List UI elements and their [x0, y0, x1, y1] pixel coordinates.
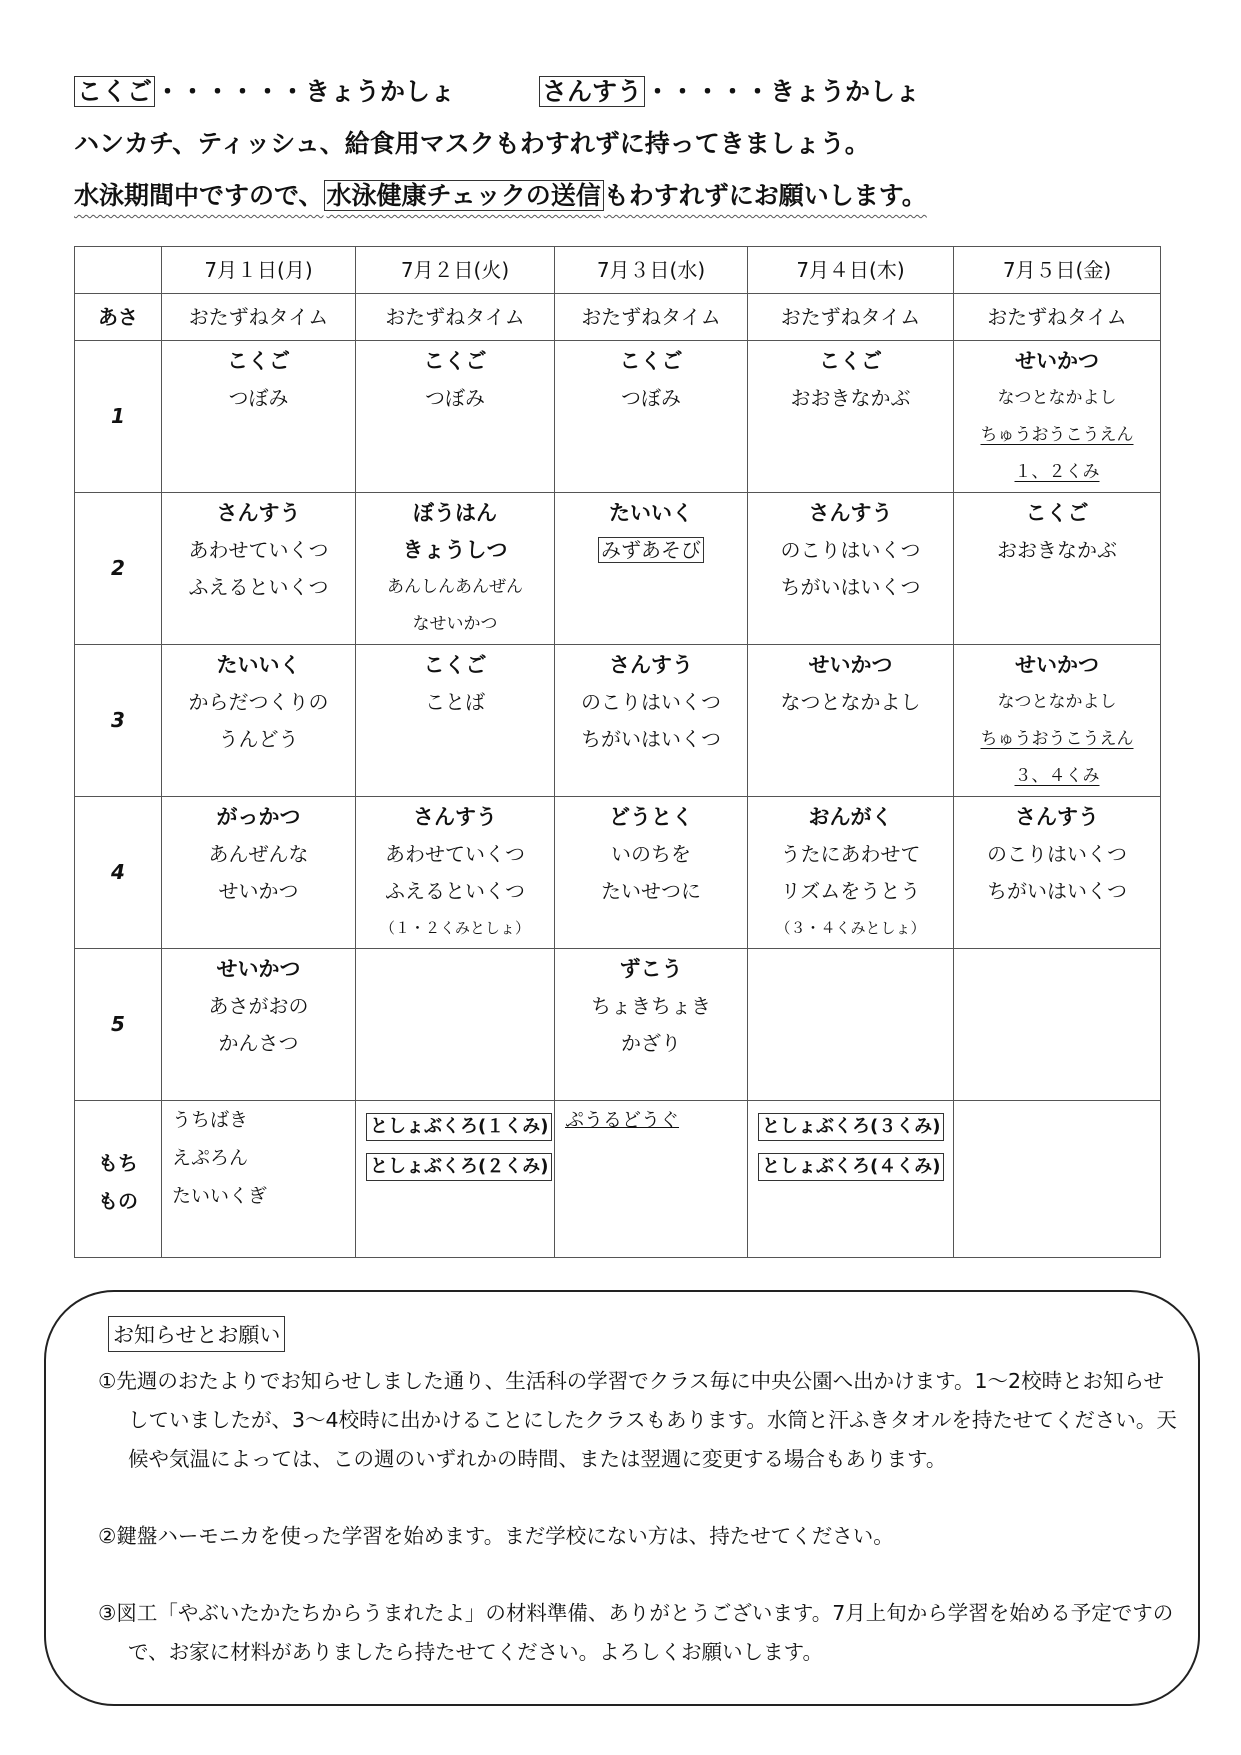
notice-item-1: ①先週のおたよりでお知らせしました通り、生活科の学習でクラス毎に中央公園へ出かけます。1～2校時とお知らせしていましたが、3～4校時に出かけることにしたクラスもあります。水筒と汗ふきタオルを持たせてください。天候や気温によっては、この週のいずれかの時間、または翌週に変更する場合もあります。: [98, 1369, 1177, 1471]
place: ちゅうおうこうえん: [980, 425, 1134, 445]
swim-check-box: 水泳健康チェックの送信: [324, 180, 604, 211]
place: ちゅうおうこうえん: [980, 729, 1134, 749]
topic: つぼみ: [425, 386, 485, 410]
topic: あさがおの: [208, 994, 309, 1018]
subject: こくご: [619, 349, 683, 373]
cell-p4-thu: [748, 797, 954, 949]
period-number: 5: [75, 949, 162, 1101]
subject: がっかつ: [216, 805, 301, 829]
cell-p1-fri: [954, 341, 1161, 493]
topic: なせいかつ: [412, 614, 498, 634]
period-number: 3: [75, 645, 162, 797]
subject: ずこう: [619, 957, 683, 981]
topic: ちょきちょき: [591, 994, 711, 1018]
list-item: としょぶくろ(１くみ): [366, 1113, 552, 1141]
topic: ちがいはいくつ: [780, 575, 921, 599]
notice-title: お知らせとお願い: [108, 1316, 285, 1352]
mochimono-label-2: もの: [98, 1189, 138, 1213]
cell-p2-wed: [555, 493, 748, 645]
subject: こくご: [423, 653, 487, 677]
list-item: ぷうるどうぐ: [565, 1109, 680, 1131]
sansu-label: さんすう: [539, 76, 645, 107]
topic: つぼみ: [228, 386, 289, 410]
classes: １、２くみ: [1014, 462, 1100, 482]
day-wed: 7月３日(水): [555, 247, 748, 294]
topic: のこりはいくつ: [987, 842, 1127, 866]
mochimono-mon: [162, 1101, 356, 1258]
asa-label: あさ: [75, 294, 162, 341]
subject: どうとく: [609, 805, 693, 829]
cell-p4-mon: [162, 797, 356, 949]
period-number: 4: [75, 797, 162, 949]
topic: ちがいはいくつ: [581, 727, 721, 751]
cell-p3-fri: [954, 645, 1161, 797]
notice-box: [44, 1290, 1200, 1706]
topic: あわせていくつ: [385, 842, 525, 866]
subject: せいかつ: [808, 653, 893, 677]
day-fri: 7月５日(金): [954, 247, 1161, 294]
library-note: （３・４くみとしょ）: [775, 919, 926, 937]
cell-p3-mon: [162, 645, 356, 797]
topic: せいかつ: [218, 879, 299, 903]
topic: つぼみ: [621, 386, 681, 410]
asa-mon: おたずねタイム: [162, 294, 356, 341]
classes: ３、４くみ: [1014, 766, 1100, 786]
table-row-period-3: [75, 645, 1161, 797]
mochimono-tue: [356, 1101, 555, 1258]
topic: なつとなかよし: [780, 690, 921, 714]
subject: こくご: [423, 349, 487, 373]
topic: おおきなかぶ: [790, 386, 911, 410]
topic: かんさつ: [218, 1031, 299, 1055]
swim-check-line: [74, 174, 1174, 226]
mochimono-label: [75, 1101, 162, 1258]
table-row-mochimono: [75, 1101, 1161, 1258]
topic: かざり: [621, 1031, 681, 1055]
subject: こくご: [1025, 501, 1089, 525]
table-row-period-5: [75, 949, 1161, 1101]
cell-p3-thu: [748, 645, 954, 797]
topic-wrap: [555, 532, 747, 569]
table-row-asa: [75, 294, 1161, 341]
notice-item-3: ③図工「やぶいたかたちからうまれたよ」の材料準備、ありがとうございます。7月上旬から学習を始める予定ですので、お家に材料がありましたら持たせてください。よろしくお願いします。: [98, 1601, 1174, 1664]
list-item: としょぶくろ(２くみ): [366, 1153, 552, 1181]
topic: のこりはいくつ: [780, 538, 921, 562]
cell-p3-wed: [555, 645, 748, 797]
topic: たいせつに: [601, 879, 701, 903]
subject: せいかつ: [1015, 349, 1099, 373]
table-header-row: [75, 247, 1161, 294]
list-item: えぷろん: [172, 1147, 249, 1169]
cell-p1-mon: [162, 341, 356, 493]
topic: のこりはいくつ: [581, 690, 721, 714]
cell-p5-mon: [162, 949, 356, 1101]
cell-p4-wed: [555, 797, 748, 949]
topic: ちがいはいくつ: [987, 879, 1127, 903]
topic: あんぜんな: [208, 842, 309, 866]
weekly-schedule-table: [74, 246, 1161, 1258]
subject: おんがく: [808, 805, 893, 829]
list-item: たいいくぎ: [172, 1185, 268, 1207]
cell-p2-tue: [356, 493, 555, 645]
topic: ふえるといくつ: [385, 879, 525, 903]
subject: せいかつ: [1015, 653, 1099, 677]
table-row-period-2: [75, 493, 1161, 645]
subject: たいいく: [609, 501, 693, 525]
sansu-textbook: ・・・・・きょうかしょ: [645, 77, 921, 106]
topic: ふえるといくつ: [188, 575, 329, 599]
topic: あんしんあんぜん: [387, 577, 523, 597]
textbook-line: [74, 70, 1174, 122]
cell-p2-thu: [748, 493, 954, 645]
kokugo-textbook: ・・・・・・きょうかしょ: [155, 77, 456, 106]
day-thu: 7月４日(木): [748, 247, 954, 294]
cell-p1-tue: [356, 341, 555, 493]
mochimono-fri: [954, 1101, 1161, 1258]
header-notes: [74, 70, 1174, 226]
cell-p4-tue: [356, 797, 555, 949]
table-row-period-4: [75, 797, 1161, 949]
subject: たいいく: [216, 653, 301, 677]
corner-cell: [75, 247, 162, 294]
kokugo-label: こくご: [74, 76, 155, 107]
cell-p2-mon: [162, 493, 356, 645]
topic: からだつくりの: [188, 690, 329, 714]
topic-boxed: みずあそび: [598, 537, 704, 563]
swim-pre: 水泳期間中ですので、: [74, 181, 324, 210]
list-item: としょぶくろ(３くみ): [758, 1113, 944, 1141]
cell-p5-fri: [954, 949, 1161, 1101]
topic: リズムをうとう: [780, 879, 921, 903]
topic: うたにあわせて: [780, 842, 921, 866]
subject: ぼうはん: [413, 501, 497, 525]
asa-tue: おたずねタイム: [356, 294, 555, 341]
period-number: 2: [75, 493, 162, 645]
day-tue: 7月２日(火): [356, 247, 555, 294]
cell-p1-thu: [748, 341, 954, 493]
subject: きょうしつ: [402, 538, 508, 562]
mochimono-wed: [555, 1101, 748, 1258]
cell-p4-fri: [954, 797, 1161, 949]
cell-p5-tue: [356, 949, 555, 1101]
asa-thu: おたずねタイム: [748, 294, 954, 341]
day-mon: 7月１日(月): [162, 247, 356, 294]
list-item: うちばき: [172, 1109, 249, 1131]
topic: うんどう: [218, 727, 299, 751]
topic: なつとなかよし: [997, 692, 1117, 712]
cell-p2-fri: [954, 493, 1161, 645]
subject: さんすう: [609, 653, 693, 677]
list-item: としょぶくろ(４くみ): [758, 1153, 944, 1181]
notice-body: [98, 1362, 1178, 1672]
mochimono-label-1: もち: [98, 1151, 138, 1175]
topic: おおきなかぶ: [997, 538, 1117, 562]
topic: なつとなかよし: [997, 388, 1117, 408]
subject: さんすう: [1015, 805, 1099, 829]
topic: いのちを: [611, 842, 691, 866]
cell-p5-wed: [555, 949, 748, 1101]
asa-fri: おたずねタイム: [954, 294, 1161, 341]
mochimono-thu: [748, 1101, 954, 1258]
library-note: （１・２くみとしょ）: [379, 919, 530, 937]
subject: せいかつ: [216, 957, 301, 981]
subject: さんすう: [216, 501, 301, 525]
belongings-line: ハンカチ、ティッシュ、給食用マスクもわすれずに持ってきましょう。: [74, 129, 870, 158]
asa-wed: おたずねタイム: [555, 294, 748, 341]
subject: さんすう: [808, 501, 893, 525]
period-number: 1: [75, 341, 162, 493]
table-row-period-1: [75, 341, 1161, 493]
subject: こくご: [227, 349, 290, 373]
notice-item-2: ②鍵盤ハーモニカを使った学習を始めます。まだ学校にない方は、持たせてください。: [98, 1524, 894, 1548]
subject: さんすう: [413, 805, 497, 829]
cell-p3-tue: [356, 645, 555, 797]
swim-post: もわすれずにお願いします。: [603, 181, 927, 210]
topic: ことば: [425, 690, 485, 714]
topic: あわせていくつ: [188, 538, 329, 562]
cell-p5-thu: [748, 949, 954, 1101]
cell-p1-wed: [555, 341, 748, 493]
subject: こくご: [819, 349, 882, 373]
